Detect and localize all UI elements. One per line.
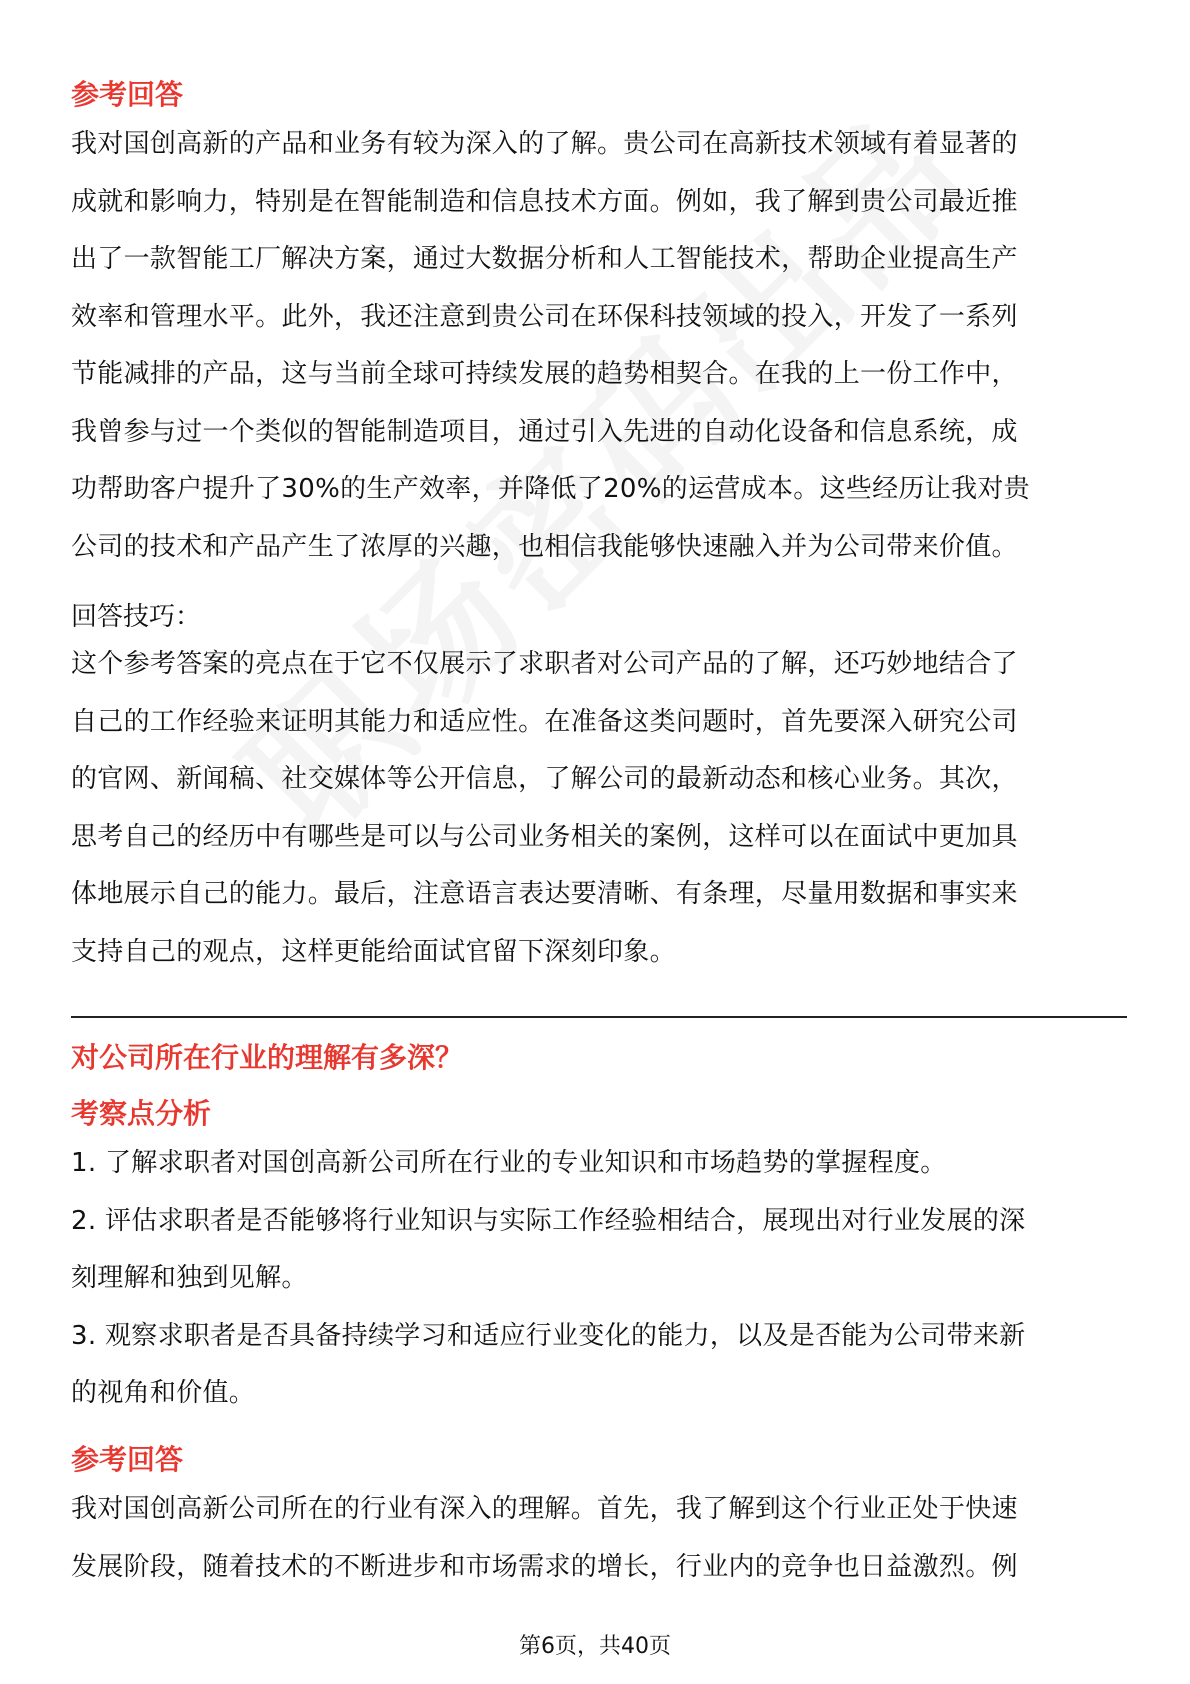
reference-answer-heading-2: 参考回答 bbox=[71, 1443, 184, 1476]
paragraph-line: 公司的技术和产品产生了浓厚的兴趣，也相信我能够快速融入并为公司带来价值。 bbox=[71, 531, 1018, 562]
reference-answer-paragraph bbox=[71, 116, 1131, 576]
paragraph-line: 思考自己的经历中有哪些是可以与公司业务相关的案例，这样可以在面试中更加具 bbox=[71, 821, 1018, 852]
analysis-heading: 考察点分析 bbox=[71, 1097, 212, 1130]
reference-answer-paragraph-2 bbox=[71, 1481, 1131, 1596]
paragraph-line: 我对国创高新的产品和业务有较为深入的了解。贵公司在高新技术领域有着显著的 bbox=[71, 129, 1018, 159]
analysis-item: 3. 观察求职者是否具备持续学习和适应行业变化的能力，以及是否能为公司带来新 bbox=[71, 1320, 1026, 1351]
paragraph-line: 体地展示自己的能力。最后，注意语言表达要清晰、有条理，尽量用数据和事实来 bbox=[71, 879, 1018, 909]
paragraph-line: 支持自己的观点，这样更能给面试官留下深刻印象。 bbox=[71, 936, 676, 967]
answer-tips-paragraph bbox=[71, 636, 1131, 981]
analysis-item: 刻理解和独到见解。 bbox=[71, 1263, 308, 1293]
paragraph-line: 我对国创高新公司所在的行业有深入的理解。首先，我了解到这个行业正处于快速 bbox=[71, 1494, 1018, 1524]
paragraph-line: 效率和管理水平。此外，我还注意到贵公司在环保科技领域的投入，开发了一系列 bbox=[71, 301, 1018, 332]
paragraph-line: 发展阶段，随着技术的不断进步和市场需求的增长，行业内的竞争也日益激烈。例 bbox=[71, 1551, 1018, 1582]
question-heading: 对公司所在行业的理解有多深？ bbox=[71, 1041, 464, 1074]
reference-answer-heading: 参考回答 bbox=[71, 78, 184, 111]
paragraph-line: 自己的工作经验来证明其能力和适应性。在准备这类问题时，首先要深入研究公司 bbox=[71, 706, 1018, 737]
paragraph-line: 成就和影响力，特别是在智能制造和信息技术方面。例如，我了解到贵公司最近推 bbox=[71, 186, 1018, 217]
analysis-list bbox=[71, 1135, 1131, 1423]
section-divider bbox=[71, 1016, 1127, 1018]
answer-tips-label: 回答技巧： bbox=[71, 602, 202, 632]
paragraph-line: 我曾参与过一个类似的智能制造项目，通过引入先进的自动化设备和信息系统，成 bbox=[71, 416, 1018, 447]
paragraph-line: 功帮助客户提升了30%的生产效率，并降低了20%的运营成本。这些经历让我对贵 bbox=[71, 474, 1030, 504]
paragraph-line: 这个参考答案的亮点在于它不仅展示了求职者对公司产品的了解，还巧妙地结合了 bbox=[71, 649, 1018, 679]
paragraph-line: 出了一款智能工厂解决方案，通过大数据分析和人工智能技术，帮助企业提高生产 bbox=[71, 244, 1018, 274]
paragraph-line: 节能减排的产品，这与当前全球可持续发展的趋势相契合。在我的上一份工作中， bbox=[71, 359, 1018, 389]
analysis-item: 2. 评估求职者是否能够将行业知识与实际工作经验相结合，展现出对行业发展的深 bbox=[71, 1205, 1026, 1236]
page-number: 第6页，共40页 bbox=[519, 1634, 671, 1659]
analysis-item: 的视角和价值。 bbox=[71, 1378, 256, 1408]
analysis-item: 1. 了解求职者对国创高新公司所在行业的专业知识和市场趋势的掌握程度。 bbox=[71, 1148, 947, 1178]
paragraph-line: 的官网、新闻稿、社交媒体等公开信息，了解公司的最新动态和核心业务。其次， bbox=[71, 764, 1018, 794]
